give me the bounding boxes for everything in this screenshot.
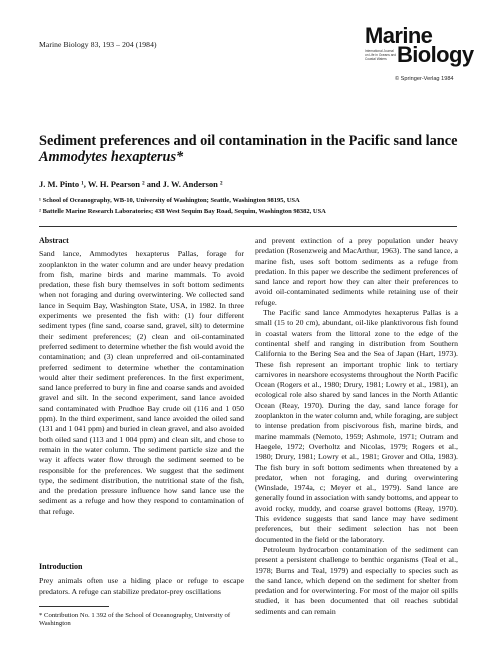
introduction-section [39,562,244,597]
right-column [255,236,458,617]
title-line-1: Sediment preferences and oil contamination in the Pacific sand lance [39,133,458,149]
introduction-text: Prey animals often use a hiding place or refuge to escape predators. A refuge can stabilize predator-prey oscillations [39,576,244,596]
article-title [39,133,469,165]
abstract-text: Sand lance, Ammodytes hexapterus Pallas, forage for zooplankton in the water column and are under heavy predation from fish, marine birds and marine mammals. To avoid predation, these fish bury themselves in soft bottom sediments when not foraging and during overwintering. We collected sand lance in Sequim Bay, Washington State, USA, in 1982. In three experiments we presented the fish with: (1) four different sediment types (fine sand, coarse sand, gravel, silt) to determine their sediment preferences; (2) clean and oil-contaminated preferred sediment to determine whether the fish would avoid the contamination; and (3) clean unpreferred and oil-contaminated preferred sediment to determine whether the contamination would alter their sediment preferences. In the first experiment, sand lance preferred to bury in fine and coarse sands and avoided gravel and silt. In the second experiment, sand lance avoided sand contaminated with Prudhoe Bay crude oil (116 and 1 050 ppm). In the third experiment, sand lance avoided the oiled sand (131 and 1 041 ppm) and buried in clean gravel, and also avoided both oiled sand (113 and 1 004 ppm) and clean silt, and chose to remain in the water column. The sediment particle size and the way it affects water flow through the sediment seemed to be responsible for the preferences. We suggest that the sediment type, the sediment distribution, the nutritional state of the fish, and the predation pressure influence how sand lance use the sediment as a refuge and how they respond to contamination of that refuge. [39,249,244,516]
footnote-divider [39,606,109,607]
title-line-2: Ammodytes hexapterus* [39,149,184,165]
author-list: J. M. Pinto ¹, W. H. Pearson ² and J. W. Anderson ² [39,179,223,189]
affiliation-1: ¹ School of Oceanography, WB-10, University of Washington; Seattle, Washington 98195, USA [39,197,300,204]
paragraph-petroleum: Petroleum hydrocarbon contamination of the sediment can present a persistent challenge to benthic organisms (Teal et al., 1978; Burns and Teal, 1979) and especially to species such as the sand lance, which depend on the sediment for shelter from predation and for overwintering. For most of the major oil spills studied, it has been documented that oil reaches subtidal sediments and can remain [255,544,458,616]
affiliation-2: ² Battelle Marine Research Laboratories; 438 West Sequim Bay Road, Sequim, Washington 98382, USA [39,208,326,215]
left-column [39,236,244,517]
logo-copyright: © Springer-Verlag 1984 [395,76,454,82]
paragraph-refuge: and prevent extinction of a prey population under heavy predation (Rosenzweig and MacArthur, 1963). The sand lance, a marine fish, uses soft bottom sediments as a refuge from predation. In this paper we describe the sediment preferences of sand lance and report how they can alter their preferences to avoid oil-contaminated sediments while retaining use of their refuge. [255,236,458,307]
journal-logo [365,23,474,82]
logo-word-biology: Biology [397,42,474,67]
abstract-heading: Abstract [39,236,69,245]
footnote: * Contribution No. 1 392 of the School of Oceanography, University of Washington [39,612,231,628]
header-divider [39,226,457,227]
logo-subtitle: International Journal on Life in Oceans and Coastal Waters [365,49,397,61]
logo-word-marine: Marine [365,23,433,48]
journal-reference: Marine Biology 83, 193 – 204 (1984) [39,40,157,49]
paragraph-sand-lance: The Pacific sand lance Ammodytes hexapterus Pallas is a small (15 to 20 cm), abundant, oil-like planktivorous fish found in coastal waters from the littoral zone to the edge of the continental shelf and ranging in distribution from Southern California to the Bering Sea and the Sea of Japan (Hart, 1973). These fish represent an important trophic link to tertiary carnivores in nearshore ecosystems throughout the North Pacific Ocean (Rogers et al., 1980; Drury, 1981; Lowry et al., 1981), an ecological role also shared by sand lances in the North Atlantic Ocean (Reay, 1970). During the day, sand lance forage for zooplankton in the water column and, while foraging, are subject to intense predation from piscivorous fish, marine birds, and marine mammals (Nemoto, 1959; Ashmole, 1971; Outram and Haegele, 1972; Overholtz and Nicolas, 1979; Rogers et al., 1980; Drury, 1981; Lowry et al., 1981; Grover and Olla, 1983). The fish bury in soft bottom sediments when threatened by a predator, when not foraging, and during overwintering (Winslade, 1974a, c; Meyer et al., 1979). Sand lance are generally found in association with sandy bottoms, and appear to avoid rocky, muddy, and coarse gravel bottoms (Reay, 1970). This evidence suggests that sand lance may have sediment preferences, but their sediment selection has not been documented in the field or the laboratory. [255,308,458,544]
introduction-heading: Introduction [39,562,83,571]
